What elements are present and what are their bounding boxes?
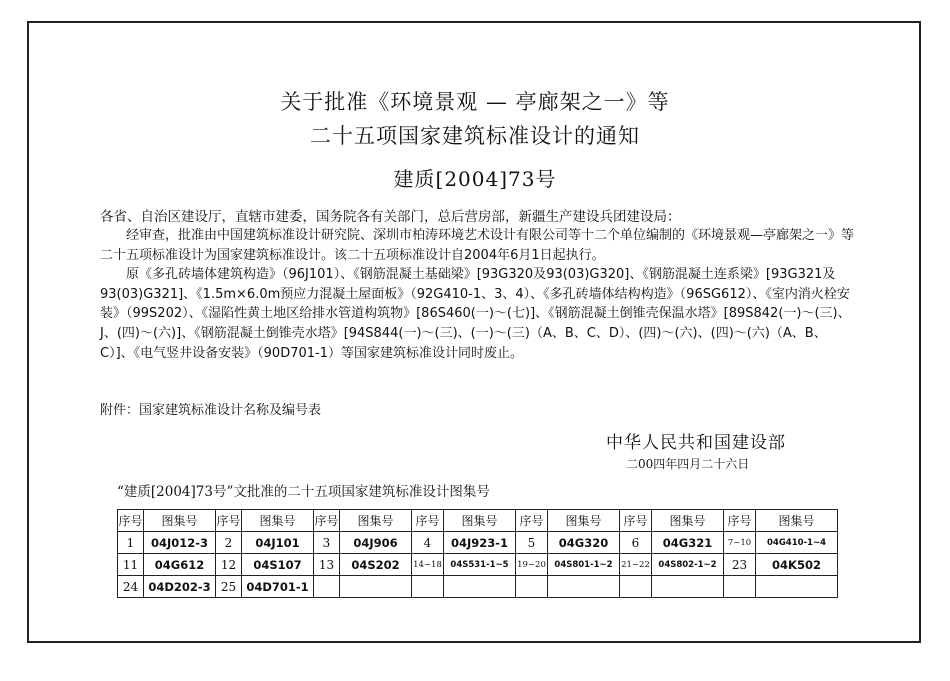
header-cell: 序号 bbox=[118, 510, 144, 532]
seq-cell: 23 bbox=[724, 554, 756, 576]
code-cell: 04D202-3 bbox=[144, 576, 216, 598]
code-cell: 04K502 bbox=[756, 554, 838, 576]
seq-cell: 19~20 bbox=[516, 554, 548, 576]
seq-cell: 13 bbox=[314, 554, 340, 576]
code-cell: 04S531-1~5 bbox=[444, 554, 516, 576]
paragraph-repeal: 原《多孔砖墙体建筑构造》（96J101）、《钢筋混凝土基础梁》[93G320及93(03)G320]、《钢筋混凝土连系梁》[93G321及93(03)G321]、《1.5m×6.0m预应力混凝土屋面板》（92G410-1、3、4）、《多孔砖墙体结构构造》（96SG612）、《室内消火栓安装》（99S202）、《湿陷性黄土地区给排水管道构筑物》[86S460(一)～(七)]、《钢筋混凝土倒锥壳保温水塔》[89S842(一)～(三)、J、(四)～(六)]、《钢筋混凝土倒锥壳水塔》[94S844(一)～(三)、(一)～(三)（A、B、C、D）、(四)～(六)、(四)～(六)（A、B、C）]、《电气竖井设备安装》（90D701-1）等国家建筑标准设计同时废止。 bbox=[100, 267, 851, 361]
code-cell: 04G321 bbox=[652, 532, 724, 554]
header-cell: 序号 bbox=[216, 510, 242, 532]
notice-body bbox=[100, 226, 860, 363]
code-cell: 04S802-1~2 bbox=[652, 554, 724, 576]
header-cell: 图集号 bbox=[652, 510, 724, 532]
empty-cell bbox=[412, 576, 444, 598]
code-cell: 04J906 bbox=[340, 532, 412, 554]
header-cell: 序号 bbox=[620, 510, 652, 532]
empty-cell bbox=[620, 576, 652, 598]
seq-cell: 2 bbox=[216, 532, 242, 554]
code-cell: 04S202 bbox=[340, 554, 412, 576]
table-row bbox=[118, 576, 838, 598]
attachment-note: 附件：国家建筑标准设计名称及编号表 bbox=[100, 403, 322, 418]
header-cell: 序号 bbox=[314, 510, 340, 532]
table-row bbox=[118, 554, 838, 576]
seq-cell: 12 bbox=[216, 554, 242, 576]
seq-cell: 5 bbox=[516, 532, 548, 554]
paragraph-approval: 经审查，批准由中国建筑标准设计研究院、深圳市柏涛环境艺术设计有限公司等十二个单位编制的《环境景观—亭廊架之一》等二十五项标准设计为国家建筑标准设计。该二十五项标准设计自2004年6月1日起执行。 bbox=[100, 228, 855, 263]
empty-cell bbox=[548, 576, 620, 598]
seq-cell: 7~10 bbox=[724, 532, 756, 554]
seq-cell: 1 bbox=[118, 532, 144, 554]
header-cell: 序号 bbox=[516, 510, 548, 532]
catalog-table bbox=[117, 509, 838, 598]
empty-cell bbox=[516, 576, 548, 598]
code-cell: 04J101 bbox=[242, 532, 314, 554]
salutation: 各省、自治区建设厅，直辖市建委，国务院各有关部门，总后营房部，新疆生产建设兵团建设局： bbox=[100, 209, 681, 225]
code-cell: 04G410-1~4 bbox=[756, 532, 838, 554]
seq-cell: 24 bbox=[118, 576, 144, 598]
table-caption: “建质[2004]73号”文批准的二十五项国家建筑标准设计图集号 bbox=[117, 484, 490, 500]
code-cell: 04J923-1 bbox=[444, 532, 516, 554]
header-cell: 序号 bbox=[724, 510, 756, 532]
empty-cell bbox=[652, 576, 724, 598]
code-cell: 04J012-3 bbox=[144, 532, 216, 554]
seq-cell: 14~18 bbox=[412, 554, 444, 576]
header-cell: 图集号 bbox=[242, 510, 314, 532]
empty-cell bbox=[314, 576, 340, 598]
header-cell: 图集号 bbox=[756, 510, 838, 532]
code-cell: 04G612 bbox=[144, 554, 216, 576]
header-cell: 图集号 bbox=[144, 510, 216, 532]
empty-cell bbox=[340, 576, 412, 598]
header-cell: 图集号 bbox=[548, 510, 620, 532]
seq-cell: 21~22 bbox=[620, 554, 652, 576]
seq-cell: 25 bbox=[216, 576, 242, 598]
code-cell: 04D701-1 bbox=[242, 576, 314, 598]
header-cell: 序号 bbox=[412, 510, 444, 532]
code-cell: 04G320 bbox=[548, 532, 620, 554]
seq-cell: 6 bbox=[620, 532, 652, 554]
code-cell: 04S107 bbox=[242, 554, 314, 576]
table-header-row bbox=[118, 510, 838, 532]
header-cell: 图集号 bbox=[340, 510, 412, 532]
notice-title-line2: 二十五项国家建筑标准设计的通知 bbox=[310, 124, 640, 148]
issuer: 中华人民共和国建设部 bbox=[606, 433, 786, 453]
notice-title-line1: 关于批准《环境景观 — 亭廊架之一》等 bbox=[280, 90, 670, 114]
seq-cell: 4 bbox=[412, 532, 444, 554]
seq-cell: 11 bbox=[118, 554, 144, 576]
code-cell: 04S801-1~2 bbox=[548, 554, 620, 576]
header-cell: 图集号 bbox=[444, 510, 516, 532]
empty-cell bbox=[756, 576, 838, 598]
doc-number: 建质[2004]73号 bbox=[393, 167, 557, 191]
seq-cell: 3 bbox=[314, 532, 340, 554]
issue-date: 二00四年四月二十六日 bbox=[626, 457, 750, 471]
table-row bbox=[118, 532, 838, 554]
empty-cell bbox=[444, 576, 516, 598]
empty-cell bbox=[724, 576, 756, 598]
